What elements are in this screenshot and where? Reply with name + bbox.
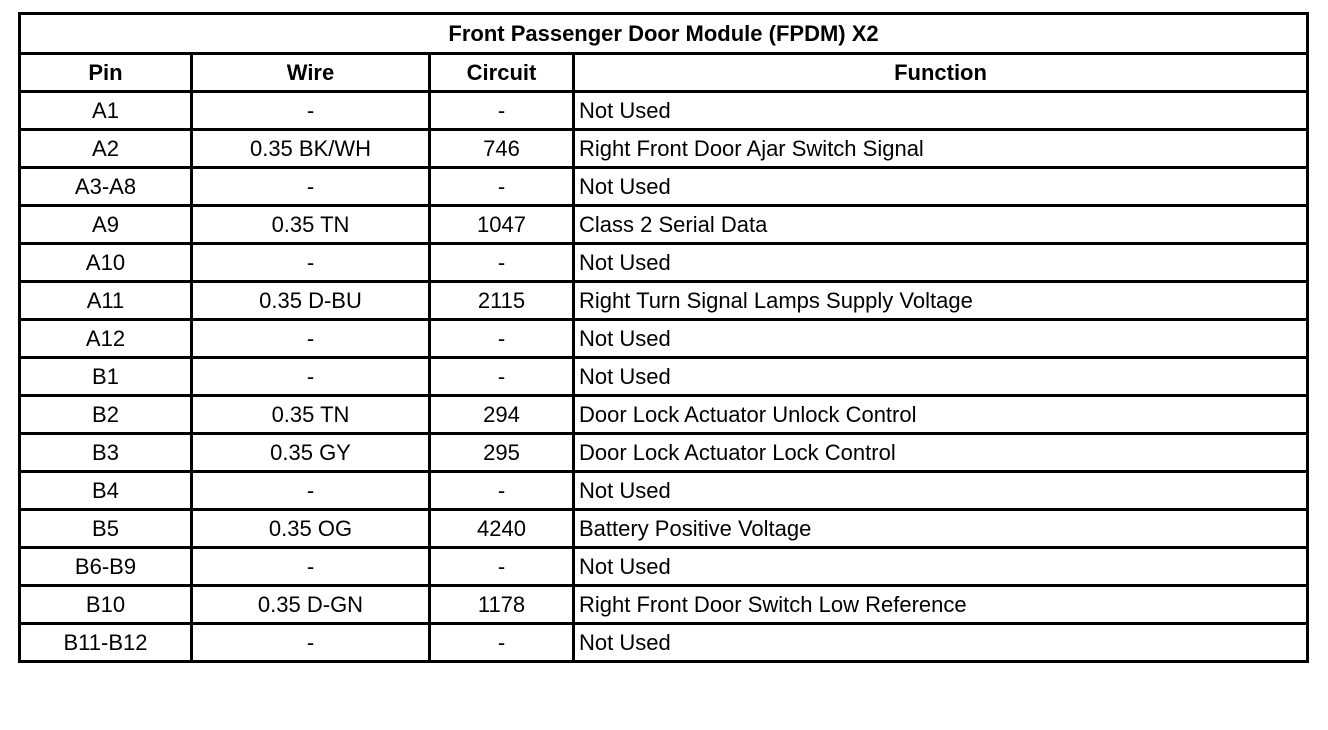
pin-cell: B10 [20, 586, 192, 624]
header-circuit: Circuit [430, 54, 574, 92]
function-cell: Right Front Door Switch Low Reference [574, 586, 1308, 624]
circuit-cell: - [430, 92, 574, 130]
circuit-cell: - [430, 358, 574, 396]
circuit-cell: - [430, 320, 574, 358]
pin-cell: A9 [20, 206, 192, 244]
wire-cell: 0.35 D-BU [192, 282, 430, 320]
pin-cell: A1 [20, 92, 192, 130]
circuit-cell: - [430, 624, 574, 662]
table-row [20, 586, 1308, 624]
function-cell: Not Used [574, 624, 1308, 662]
function-cell: Not Used [574, 244, 1308, 282]
pin-cell: B1 [20, 358, 192, 396]
wire-cell: 0.35 D-GN [192, 586, 430, 624]
table-row [20, 282, 1308, 320]
wire-cell: - [192, 548, 430, 586]
header-pin: Pin [20, 54, 192, 92]
pin-cell: A11 [20, 282, 192, 320]
wire-cell: 0.35 BK/WH [192, 130, 430, 168]
function-cell: Not Used [574, 320, 1308, 358]
wire-cell: 0.35 TN [192, 396, 430, 434]
table-row [20, 320, 1308, 358]
circuit-cell: - [430, 244, 574, 282]
header-wire: Wire [192, 54, 430, 92]
pin-cell: A10 [20, 244, 192, 282]
pin-cell: B11-B12 [20, 624, 192, 662]
function-cell: Not Used [574, 92, 1308, 130]
function-cell: Not Used [574, 548, 1308, 586]
function-cell: Battery Positive Voltage [574, 510, 1308, 548]
pin-cell: A2 [20, 130, 192, 168]
wire-cell: 0.35 GY [192, 434, 430, 472]
wire-cell: - [192, 624, 430, 662]
function-cell: Not Used [574, 472, 1308, 510]
table-row [20, 548, 1308, 586]
function-cell: Right Turn Signal Lamps Supply Voltage [574, 282, 1308, 320]
table-body [20, 92, 1308, 662]
circuit-cell: 295 [430, 434, 574, 472]
table-row [20, 510, 1308, 548]
circuit-cell: 2115 [430, 282, 574, 320]
table-row [20, 396, 1308, 434]
pin-cell: B4 [20, 472, 192, 510]
table-row [20, 168, 1308, 206]
pin-cell: B5 [20, 510, 192, 548]
table-row [20, 130, 1308, 168]
table-row [20, 244, 1308, 282]
wire-cell: - [192, 320, 430, 358]
table-row [20, 472, 1308, 510]
table-title-row [20, 14, 1308, 54]
function-cell: Door Lock Actuator Lock Control [574, 434, 1308, 472]
circuit-cell: 746 [430, 130, 574, 168]
function-cell: Door Lock Actuator Unlock Control [574, 396, 1308, 434]
connector-pinout-table [18, 12, 1309, 663]
wire-cell: - [192, 168, 430, 206]
circuit-cell: - [430, 472, 574, 510]
wire-cell: - [192, 472, 430, 510]
table-row [20, 358, 1308, 396]
table-row [20, 434, 1308, 472]
circuit-cell: 4240 [430, 510, 574, 548]
table-row [20, 92, 1308, 130]
pin-cell: A12 [20, 320, 192, 358]
pin-cell: B2 [20, 396, 192, 434]
table-header-row [20, 54, 1308, 92]
circuit-cell: - [430, 548, 574, 586]
header-function: Function [574, 54, 1308, 92]
pin-cell: A3-A8 [20, 168, 192, 206]
table-title: Front Passenger Door Module (FPDM) X2 [20, 14, 1308, 54]
circuit-cell: - [430, 168, 574, 206]
pin-cell: B3 [20, 434, 192, 472]
function-cell: Right Front Door Ajar Switch Signal [574, 130, 1308, 168]
wire-cell: - [192, 358, 430, 396]
function-cell: Not Used [574, 168, 1308, 206]
function-cell: Class 2 Serial Data [574, 206, 1308, 244]
circuit-cell: 1178 [430, 586, 574, 624]
circuit-cell: 294 [430, 396, 574, 434]
table-row [20, 624, 1308, 662]
wire-cell: 0.35 TN [192, 206, 430, 244]
pin-cell: B6-B9 [20, 548, 192, 586]
circuit-cell: 1047 [430, 206, 574, 244]
table-row [20, 206, 1308, 244]
wire-cell: - [192, 244, 430, 282]
wire-cell: 0.35 OG [192, 510, 430, 548]
wire-cell: - [192, 92, 430, 130]
function-cell: Not Used [574, 358, 1308, 396]
